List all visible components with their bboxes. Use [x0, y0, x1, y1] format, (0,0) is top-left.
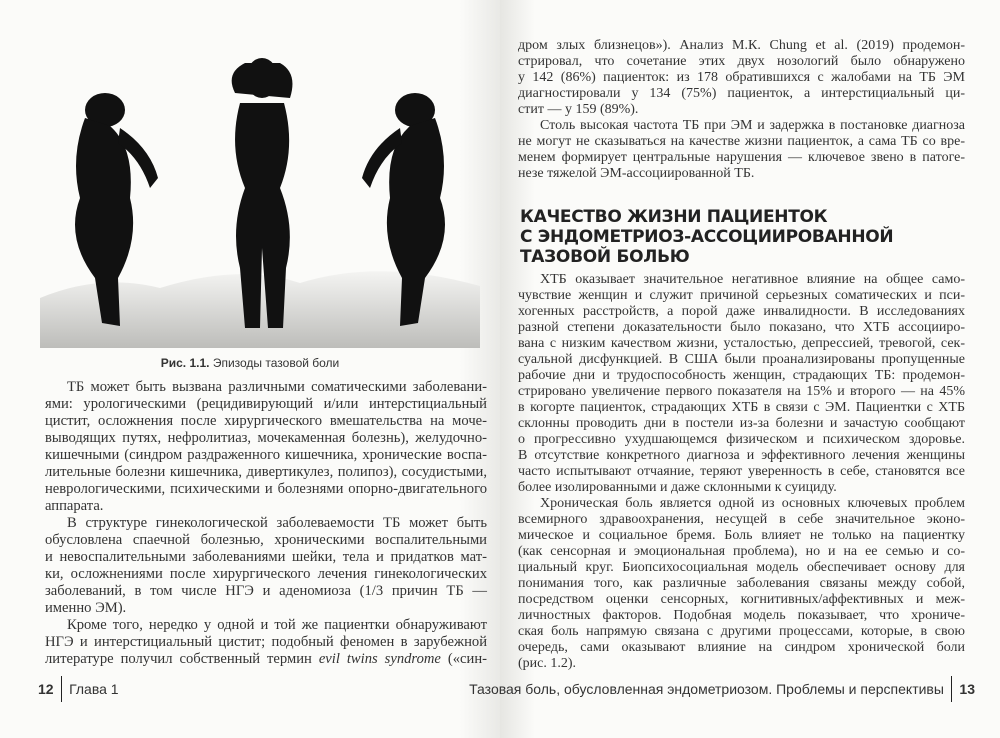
text-line: ТБ может быть вызвана различными соматическими заболевани- [67, 379, 487, 395]
text-line: цистит, осложнения после хирургического вмешательства на моче- [45, 413, 487, 429]
paragraph [45, 617, 487, 668]
text-line: Столь высокая частота ТБ при ЭМ и задержка в постановке диагноза [540, 118, 965, 133]
text-segment: («син- [440, 651, 487, 667]
text-line: лительные болезни кишечника, дивертикулез, полипоз), сосудистыми, [45, 464, 487, 480]
text-line: аппарата. [45, 498, 104, 514]
text-segment: литературе получил собственный термин [45, 651, 319, 667]
text-line: обусловлена спаечной болезнью, хроническими воспалительными [45, 532, 487, 548]
text-line: разной степени доказательности было показано, что ХТБ ассоцииро- [518, 320, 965, 335]
italic-term: evil twins syndrome [318, 651, 441, 667]
text-line: более изолированными и даже склонными к суициду. [518, 480, 837, 495]
text-line: ки, осложнениями после хирургического лечения гинекологических [45, 566, 487, 582]
right-body-text-bottom [518, 272, 965, 672]
text-line: суальной дисфункцией. В США были проанализированы пропущенные [518, 352, 965, 367]
text-line: Кроме того, нередко у одной и той же пациентки обнаруживают [67, 617, 487, 633]
text-line: стрировал, что сочетание этих двух нозологий было обнаружено [518, 54, 965, 69]
text-line: В отсутствие конкретного диагноза и эффективного лечения женщины [518, 448, 965, 463]
paragraph [45, 515, 487, 617]
figure-caption [0, 356, 500, 370]
text-line: о прогрессивно ухудшающемся физическом и психическом здоровье. [518, 432, 965, 447]
text-line: склонны проводить дни в постели из-за болезни и зачастую сообщают [518, 416, 965, 431]
text-line: стит — у 159 (89%). [518, 102, 639, 117]
text-line: В структуре гинекологической заболеваемости ТБ может быть [67, 515, 487, 531]
paragraph [45, 379, 487, 515]
text-line: циальный круг. Биопсихосоциальная модель обеспечивает основу для [518, 560, 965, 575]
text-line: (как сенсорная и эмоциональная проблема), но и на ее семью и со- [518, 544, 965, 559]
text-line: ХТБ оказывает значительное негативное влияние на общее само- [540, 272, 965, 287]
text-line: очередь, сами оказывают влияние на синдром хронической боли [518, 640, 965, 655]
text-line: именно ЭМ). [45, 600, 127, 616]
left-footer [38, 676, 119, 702]
text-line: ская боль напрямую связана с другими процессами, которые, в свою [518, 624, 965, 639]
footer-divider [61, 676, 63, 702]
heading-line: КАЧЕСТВО ЖИЗНИ ПАЦИЕНТОК [520, 207, 828, 227]
page-number: 12 [38, 681, 54, 697]
text-line: мическое и социальное бремя. Боль влияет не только на пациентку [518, 528, 965, 543]
text-line: всемирного здравоохранения, несущей в себе значительное эконо- [518, 512, 965, 527]
text-line: незе тяжелой ЭМ-ассоциированной ТБ. [518, 166, 755, 181]
text-line: диагностировали у 134 (75%) пациенток, а интерстициальный ци- [518, 86, 965, 101]
text-line: выводящих путях, нефролитиаз, мочекаменная болезнь), желудочно- [45, 430, 487, 446]
page-number: 13 [959, 681, 975, 697]
right-footer [469, 676, 975, 702]
heading-line: ТАЗОВОЙ БОЛЬЮ [520, 247, 690, 267]
text-line: чувствие женщин и служит причиной серьезных соматических и пси- [518, 288, 965, 303]
text-line: менем формирует центральные нарушения — ключевое звено в патоге- [518, 150, 965, 165]
text-line: заболеваний, в том числе НГЭ и аденомиоза (1/3 причин ТБ — [45, 583, 487, 599]
text-line: ями: урологическими (рецидивирующий и/или интерстициальный [45, 396, 487, 412]
text-line: кишечными (синдром раздраженного кишечника, хронические воспа- [45, 447, 487, 463]
left-body-text [45, 379, 487, 668]
footer-divider [951, 676, 953, 702]
figure-pelvic-pain-silhouettes [40, 48, 480, 348]
caption-text: Эпизоды тазовой боли [209, 356, 340, 370]
heading-line: С ЭНДОМЕТРИОЗ-АССОЦИИРОВАННОЙ [520, 227, 894, 247]
text-line: Хроническая боль является одной из основных ключевых проблем [540, 496, 965, 511]
text-line: посредством оценки сенсорных, когнитивных/аффективных и меж- [518, 592, 965, 607]
paragraph [518, 38, 965, 118]
caption-label: Рис. 1.1. [160, 356, 210, 370]
text-line: неврологическими, психическими и болезнями опорно-двигательного [45, 481, 487, 497]
running-title: Тазовая боль, обусловленная эндометриозом. Проблемы и перспективы [469, 681, 944, 697]
chapter-label: Глава 1 [69, 681, 119, 697]
text-line: и невоспалительными заболеваниями шейки, тела и придатков мат- [45, 549, 487, 565]
text-line: (рис. 1.2). [518, 656, 577, 671]
text-line: стрировано увеличение первого показателя на 15% и второго — на 45% [518, 384, 965, 399]
paragraph [518, 118, 965, 182]
text-line: вана с низким качеством жизни, усталостью, депрессией, тревогой, сек- [518, 336, 965, 351]
text-line: не могут не сказываться на качестве жизни пациенток, а сама ТБ со вре- [518, 134, 965, 149]
text-line: личностных факторов. Подобная модель показывает, что хрониче- [518, 608, 965, 623]
text-line [45, 651, 487, 668]
text-line: хогенных расстройств, а порой даже инвалидности. В исследованиях [518, 304, 965, 319]
text-line: часто испытывают отчаяние, теряют уверенность в себе, становятся все [518, 464, 965, 479]
text-line: рабочие дни и трудоспособность женщин, страдающих ТБ: продемон- [518, 368, 965, 383]
text-line: у 142 (86%) пациенток: из 178 обратившихся с жалобами на ТБ ЭМ [518, 70, 965, 85]
paragraph [518, 272, 965, 496]
text-line: в когорте пациенток, страдающих ХТБ в связи с ЭМ. Пациентки с ХТБ [518, 400, 965, 415]
section-heading [520, 207, 893, 267]
paragraph [518, 496, 965, 672]
text-line: НГЭ и интерстициальный цистит; подобный феномен в зарубежной [45, 634, 487, 650]
right-body-text-top [518, 38, 965, 182]
text-line: дром злых близнецов»). Анализ М.К. Chung et al. (2019) продемон- [518, 38, 965, 53]
text-line: понимания того, как различные заболевания связаны между собой, [518, 576, 965, 591]
